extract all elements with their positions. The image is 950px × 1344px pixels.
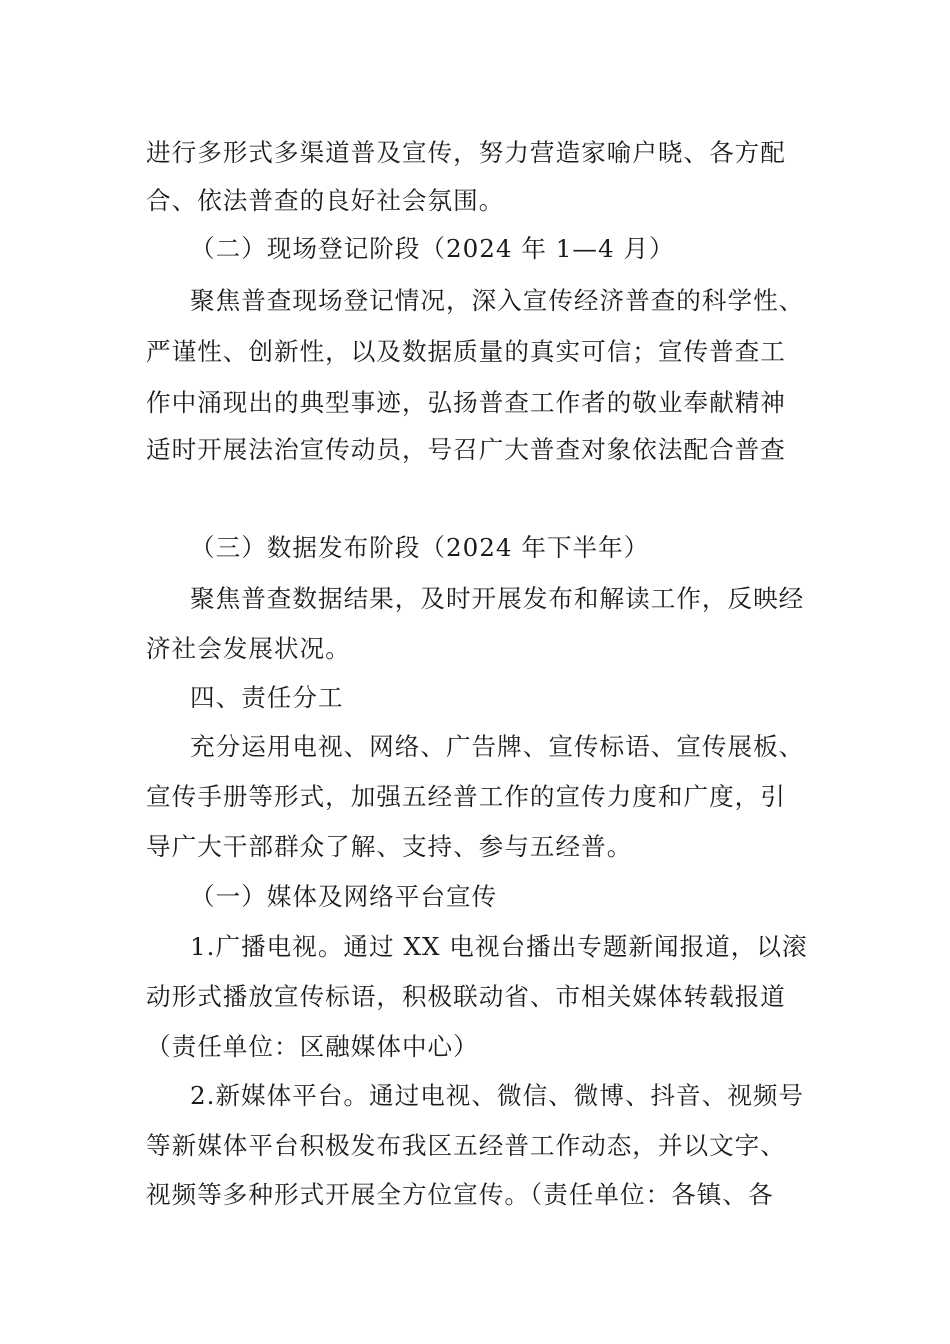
body-text-line: 动形式播放宣传标语，积极联动省、市相关媒体转载报道 — [146, 982, 786, 1011]
body-text-line: 导广大干部群众了解、支持、参与五经普。 — [146, 832, 633, 861]
body-text-line: 充分运用电视、网络、广告牌、宣传标语、宣传展板、 — [190, 732, 805, 761]
body-text-line: 宣传手册等形式，加强五经普工作的宣传力度和广度，引 — [146, 782, 786, 811]
section-heading: 四、责任分工 — [190, 683, 344, 712]
body-text-line: （责任单位：区融媒体中心） — [146, 1032, 479, 1061]
section-heading: （二）现场登记阶段（2024 年 1—4 月） — [190, 234, 675, 263]
body-text-line: 聚焦普查现场登记情况，深入宣传经济普查的科学性、 — [190, 286, 805, 315]
body-text-line: 2.新媒体平台。通过电视、微信、微博、抖音、视频号 — [190, 1081, 805, 1110]
section-heading: （三）数据发布阶段（2024 年下半年） — [190, 533, 650, 562]
body-text-line: 严谨性、创新性，以及数据质量的真实可信；宣传普查工 — [146, 337, 786, 366]
body-text-line: 等新媒体平台积极发布我区五经普工作动态，并以文字、 — [146, 1131, 786, 1160]
body-text-line: 合、依法普查的良好社会氛围。 — [146, 186, 505, 215]
body-text-line: 适时开展法治宣传动员，号召广大普查对象依法配合普查 — [146, 435, 786, 464]
body-text-line: 1.广播电视。通过 XX 电视台播出专题新闻报道，以滚 — [190, 932, 808, 961]
body-text-line: 进行多形式多渠道普及宣传，努力营造家喻户晓、各方配 — [146, 138, 786, 167]
body-text-line: 聚焦普查数据结果，及时开展发布和解读工作，反映经 — [190, 584, 805, 613]
section-heading: （一）媒体及网络平台宣传 — [190, 882, 498, 911]
body-text-line: 视频等多种形式开展全方位宣传。（责任单位：各镇、各 — [146, 1180, 774, 1209]
body-text-line: 济社会发展状况。 — [146, 634, 351, 663]
body-text-line: 作中涌现出的典型事迹，弘扬普查工作者的敬业奉献精神 — [146, 388, 786, 417]
